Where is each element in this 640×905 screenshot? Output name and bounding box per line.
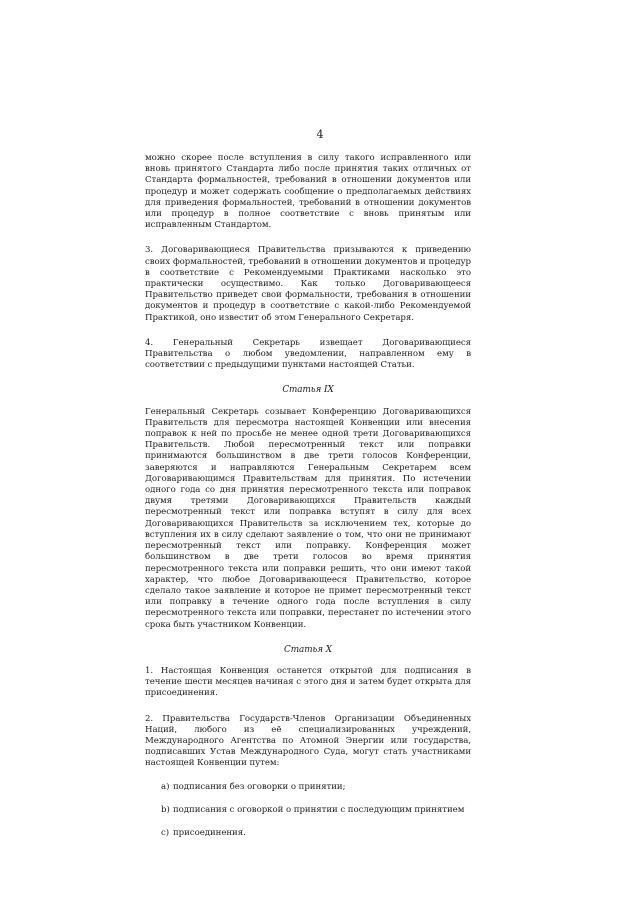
list-item	[145, 805, 471, 816]
list-marker: b)	[161, 804, 170, 815]
article-x-paragraph-2: 2. Правительства Государств-Членов Организации Объединенных Наций, любого из её специализированных учреждений, Международного Агентства по Атомной Энергии или государства, подписавших Устав Международного Суда, могут стать участниками настоящей Конвенции путем:	[145, 713, 471, 769]
article-x-title: Статья X	[284, 644, 332, 655]
list-item	[145, 782, 471, 793]
paragraph-continuation: можно скорее после вступления в силу такого исправленного или вновь принятого Стандарта либо после принятия таких отличных от Стандарта формальностей, требований в отношении документов или процедур и может содержать сообщение о предполагаемых действиях для приведения формальностей, требований в отношении документов или процедур в полное соответствие с вновь принятым или исправленным Стандартом.	[145, 153, 471, 231]
list-item-text: подписания с оговоркой о принятии с последующим принятием	[173, 804, 465, 815]
list-item	[145, 828, 471, 839]
paragraph-4: 4. Генеральный Секретарь извещает Договаривающиеся Правительства о любом уведомлении, направленном ему в соответствии с предыдущими пунктами настоящей Статьи.	[145, 337, 471, 371]
list-item-text: присоединения.	[173, 827, 246, 838]
article-x-paragraph-1: 1. Настоящая Конвенция останется открытой для подписания в течение шести месяцев начиная с этого дня и затем будет открыта для присоединения.	[145, 665, 471, 699]
article-ix-text: Генеральный Секретарь созывает Конференцию Договаривающихся Правительств для пересмотра настоящей Конвенции или внесения поправок к ней по просьбе не менее одной трети Договаривающихся Правительств. Любой пересмотренный текст или поправки принимаются большинством в две трети голосов Конференции, заверяются и направляются Генеральным Секретарем всем Договаривающимся Правительствам для принятия. По истечении одного года со дня принятия пересмотренного текста или поправок двумя третями Договаривающихся Правительств каждый пересмотренный текст или поправка вступят в силу для всех Договаривающихся Правительств за исключением тех, которые до вступления их в силу сделают заявление о том, что они не принимают пересмотренный текст или поправку. Конференция может большинством в две трети голосов во время принятия пересмотренного текста или поправки решить, что они имеют такой характер, что любое Договаривающееся Правительство, которое сделало такое заявление и которое не примет пересмотренный текст или поправку в течение одного года после вступления в силу пересмотренного текста или поправки, перестанет по истечении этого срока быть участником Конвенции.	[145, 406, 471, 630]
page-number: 4	[316, 128, 324, 141]
list-item-text: подписания без оговорки о принятии;	[173, 781, 346, 792]
accession-methods-list	[145, 782, 471, 840]
paragraph-3: 3. Договаривающиеся Правительства призываются к приведению своих формальностей, требований в отношении документов и процедур в соответствие с Рекомендуемыми Практиками насколько это практически осуществимо. Как только Договаривающееся Правительство приведет свои формальности, требования в отношении документов и процедур в соответствие с какой-либо Рекомендуемой Практикой, оно известит об этом Генерального Секретаря.	[145, 245, 471, 323]
document-body	[145, 153, 471, 851]
article-ix-title: Статья IX	[282, 385, 334, 396]
list-marker: a)	[161, 781, 170, 792]
list-marker: c)	[161, 827, 170, 838]
